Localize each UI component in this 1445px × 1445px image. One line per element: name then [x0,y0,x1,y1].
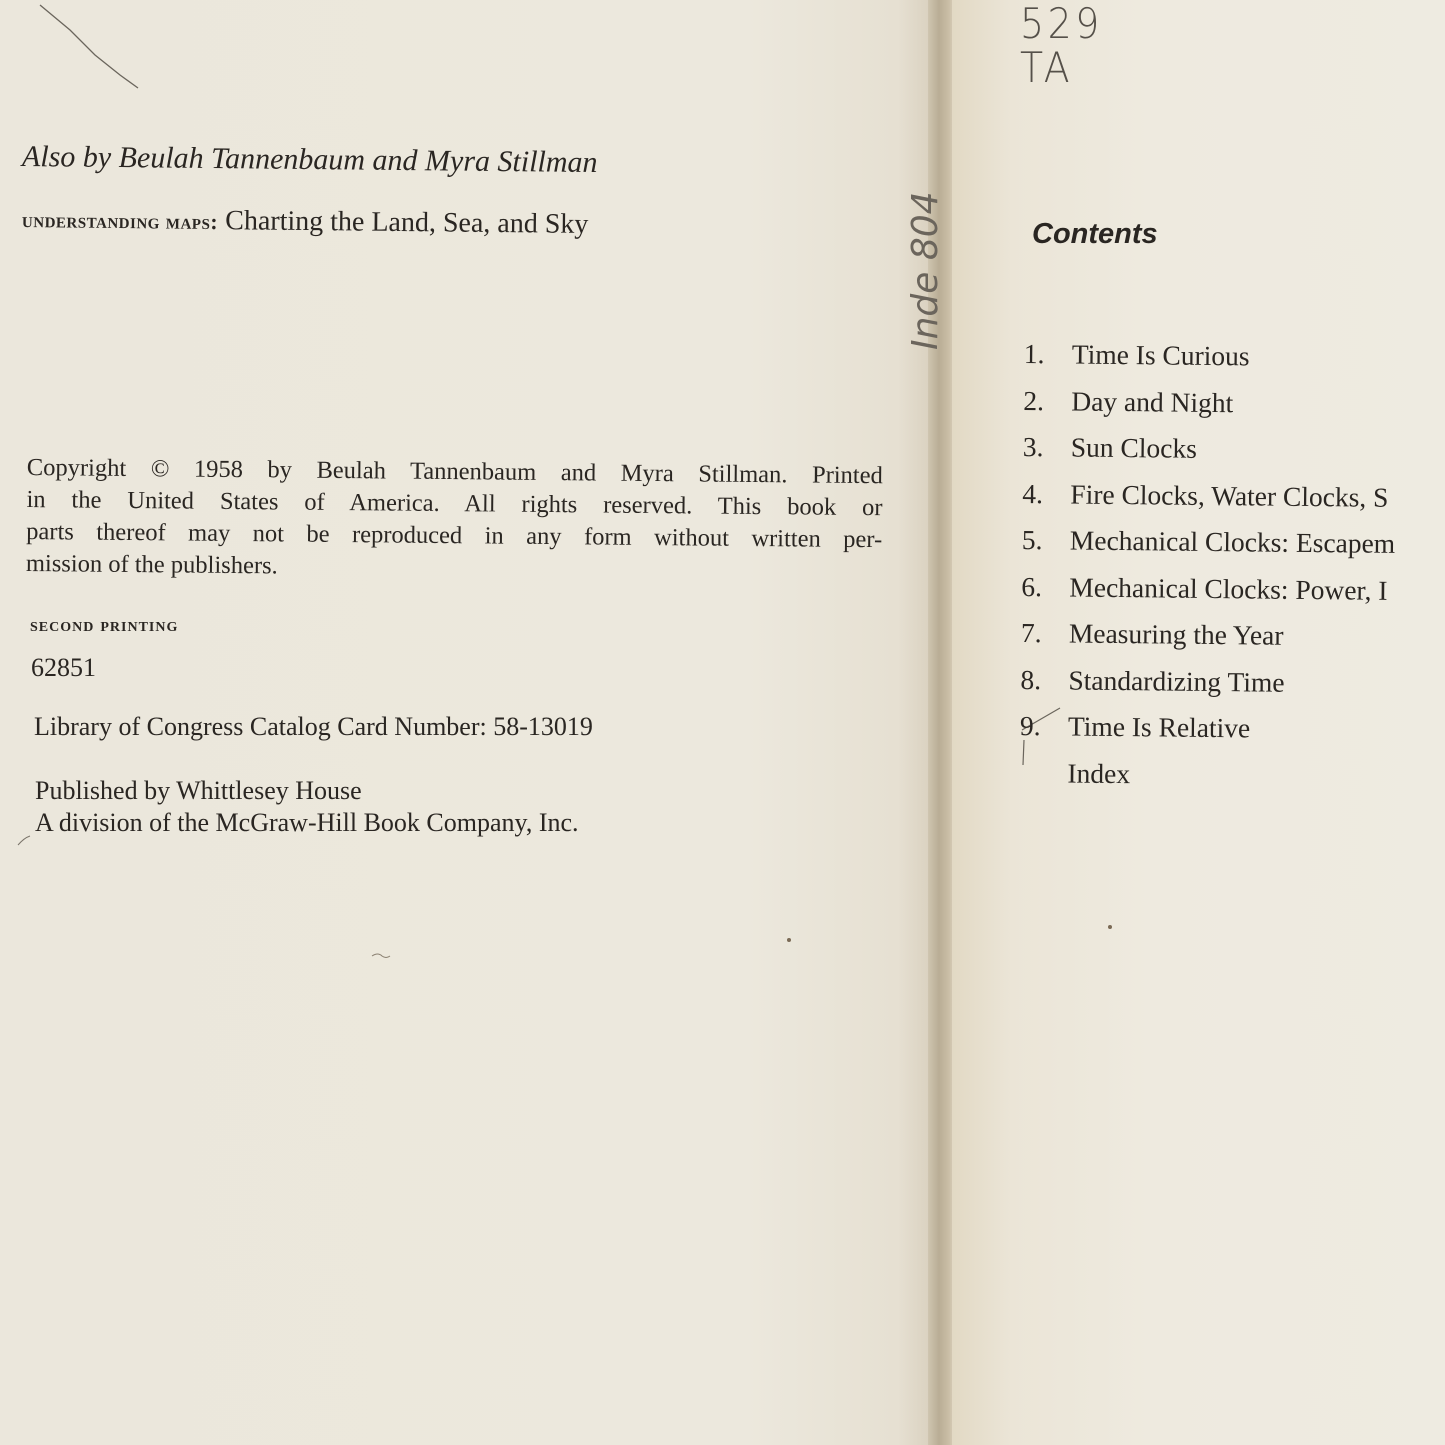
toc-number: 6. [1021,570,1043,602]
table-of-contents [1019,338,1445,808]
toc-entry [1021,617,1445,668]
toc-number: 5. [1021,523,1043,556]
publisher-division: A division of the McGraw-Hill Book Company, Inc. [35,808,579,837]
toc-number: 3. [1022,430,1044,463]
toc-entry [1019,756,1445,807]
copyright-line: mission of the publishers. [25,549,278,580]
toc-number: 2. [1023,384,1045,416]
toc-title: Mechanical Clocks: Escapem [1069,524,1396,559]
toc-title: Sun Clocks [1070,431,1198,464]
contents-heading: Contents [1032,218,1158,250]
toc-number: 9. [1019,709,1041,742]
toc-entry [1020,663,1445,714]
toc-entry [1023,431,1445,482]
also-by-line: Also by Beulah Tannenbaum and Myra Stillman [21,140,598,180]
toc-entry [1022,524,1445,575]
toc-title: Fire Clocks, Water Clocks, S [1070,477,1389,513]
copyright-notice [26,452,883,588]
other-work-title [22,203,589,241]
toc-entry [1023,384,1445,435]
printing-label: second printing [30,614,179,636]
toc-number: 8. [1020,663,1042,695]
toc-entry [1024,338,1445,389]
copyright-line: Copyright © 1958 by Beulah Tannenbaum and Myra Stillman. Printed [26,453,883,490]
copyright-line: in the United States of America. All rights reserved. This book or [26,485,883,522]
toc-number [1019,781,1067,782]
publisher-block [35,775,579,839]
printing-number: 62851 [31,653,96,682]
handwritten-margin-note: Inde 804 [905,191,946,350]
copyright-line: parts thereof may not be reproduced in any form without written per- [26,517,883,554]
call-number-line: 529 [1020,0,1103,48]
lccn-line: Library of Congress Catalog Card Number: 58-13019 [34,712,593,741]
toc-entry [1021,570,1445,621]
toc-entry [1020,710,1445,761]
toc-entry [1022,477,1445,528]
call-number-line: TA [1020,43,1074,92]
toc-title: Measuring the Year [1068,617,1284,651]
toc-title: Time Is Relative [1067,710,1251,744]
toc-number: 7. [1020,616,1042,649]
other-work-caps: understanding maps: [21,207,219,235]
handwritten-call-number [1020,2,1103,90]
publisher-line: Published by Whittlesey House [35,776,362,805]
other-work-subtitle: Charting the Land, Sea, and Sky [225,205,589,240]
toc-number: 4. [1022,477,1044,509]
toc-title: Day and Night [1071,385,1234,418]
toc-title: Mechanical Clocks: Power, I [1069,570,1388,606]
toc-title: Time Is Curious [1071,338,1250,372]
toc-number: 1. [1023,338,1045,370]
toc-title: Index [1067,756,1131,789]
toc-title: Standardizing Time [1068,663,1285,698]
